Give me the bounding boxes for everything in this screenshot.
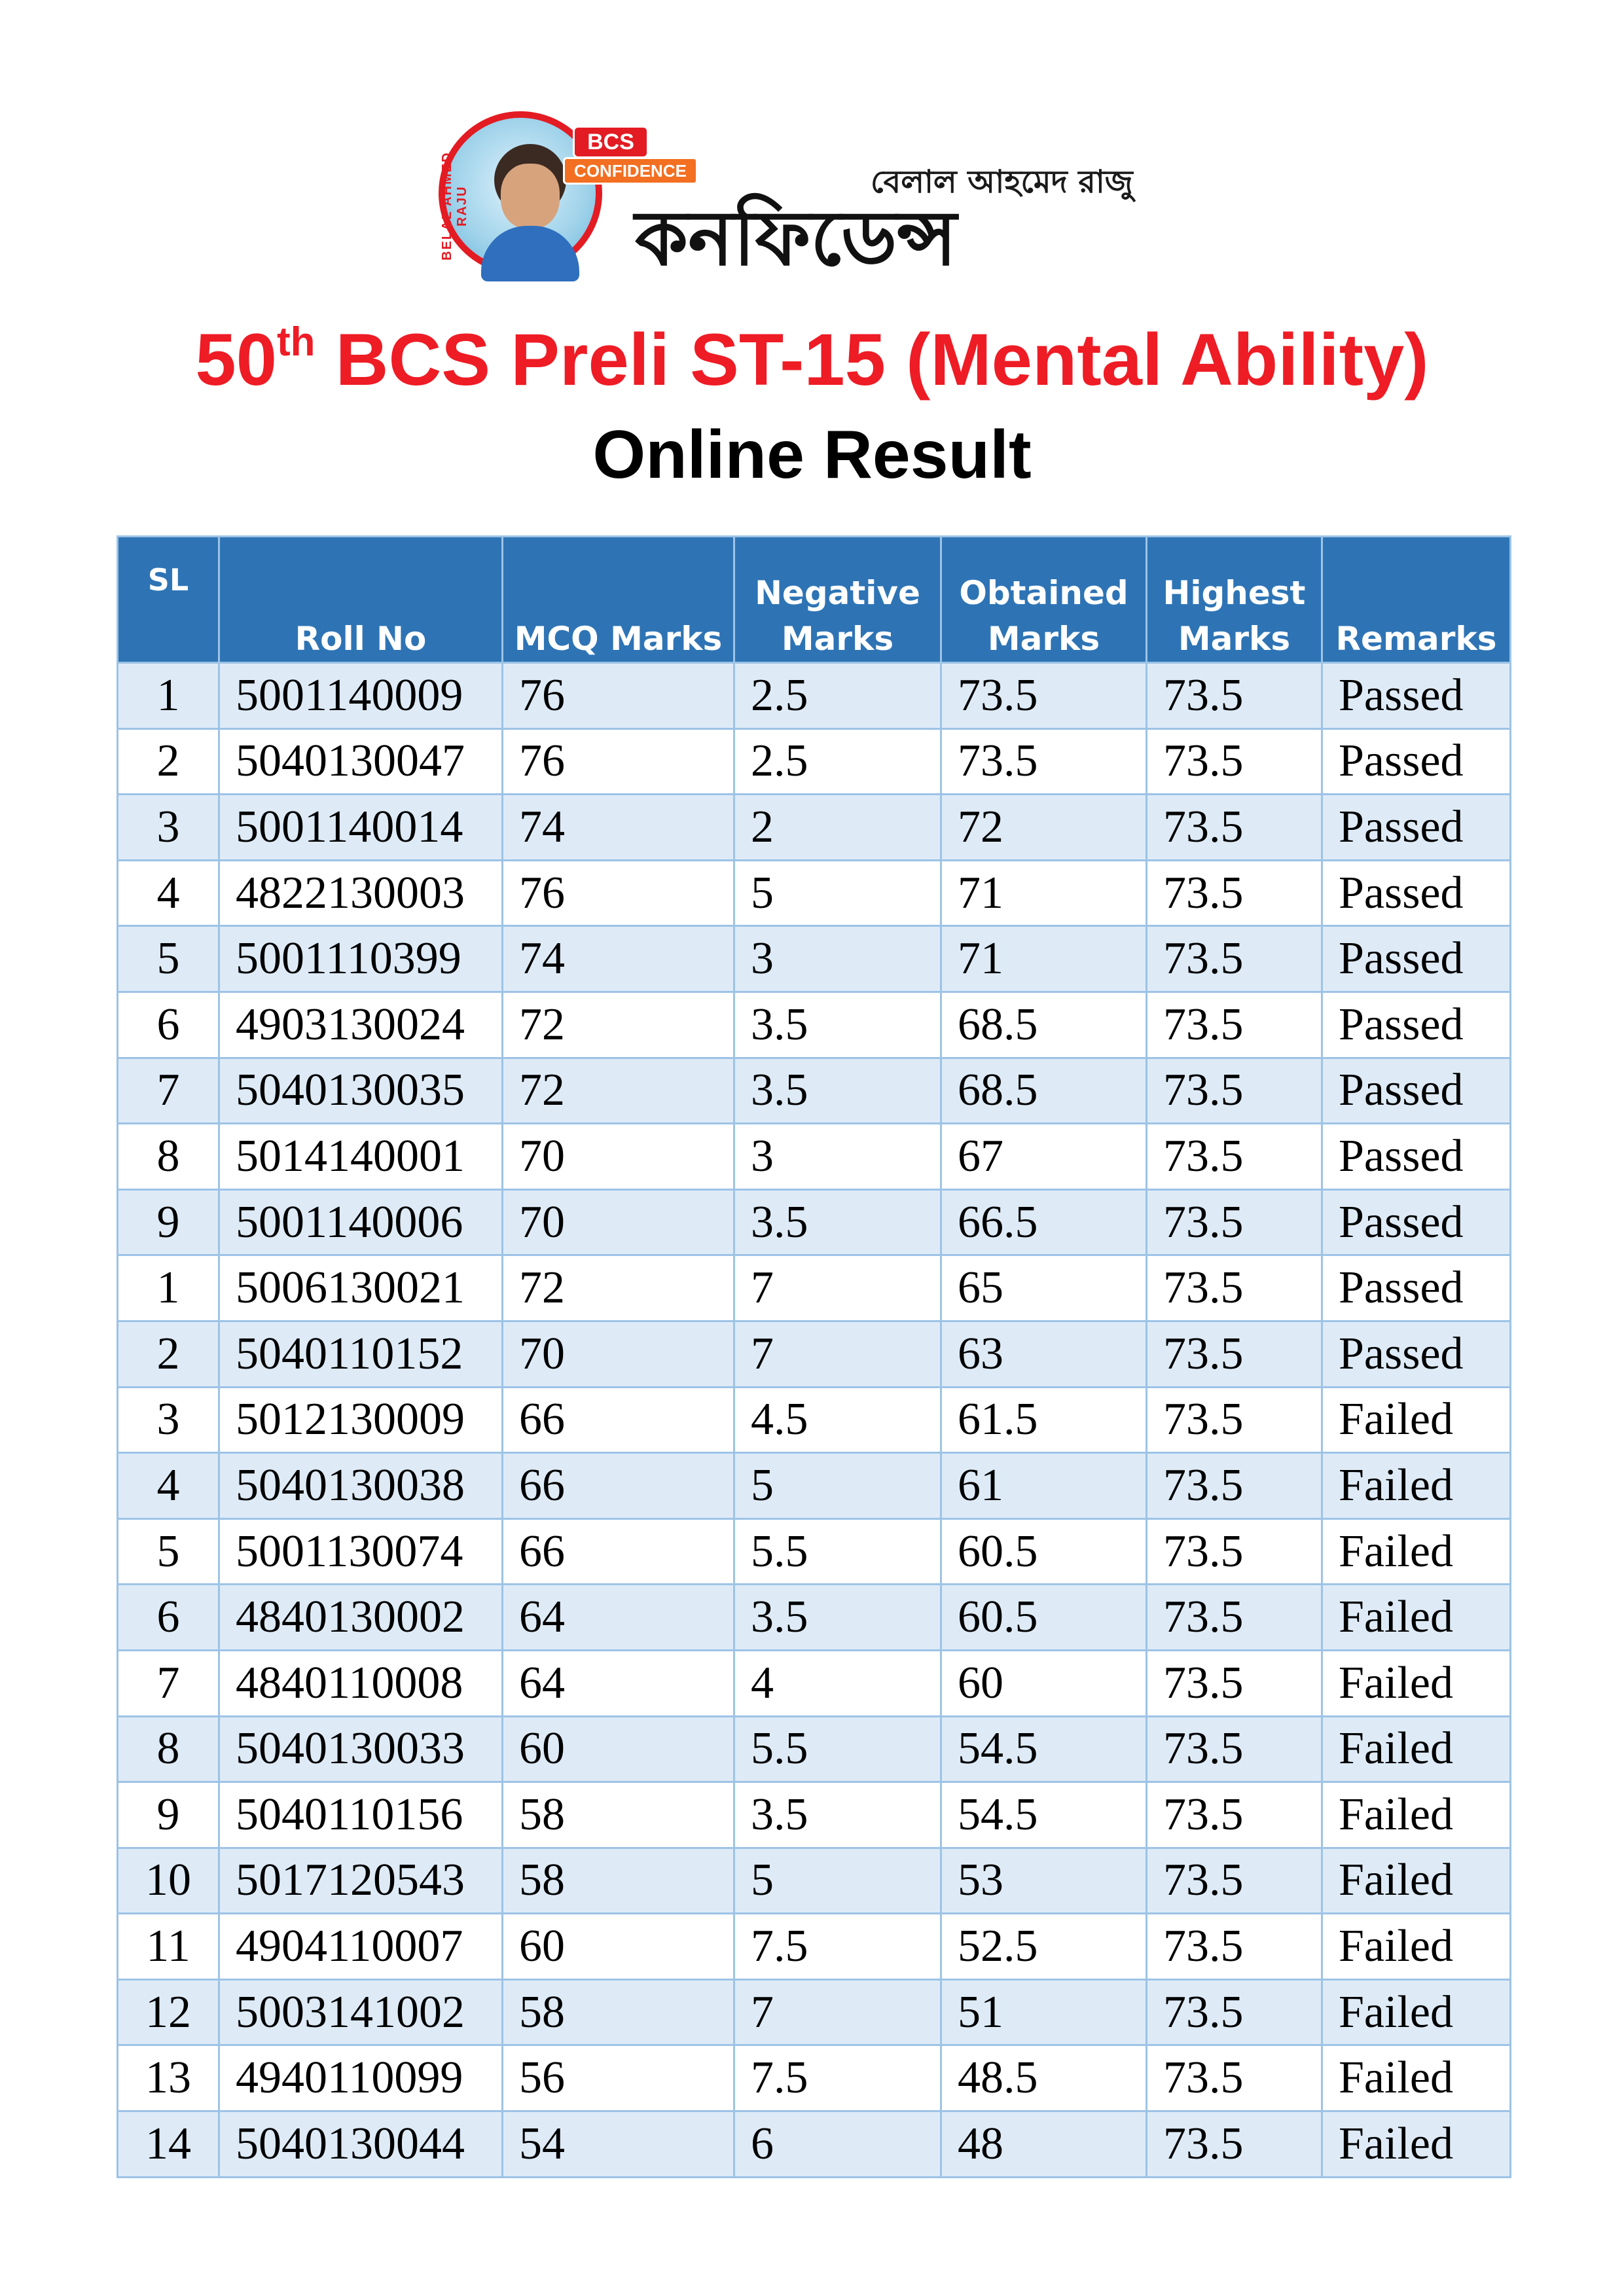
cell-mcq-marks: 56 xyxy=(503,2045,734,2111)
table-row xyxy=(118,1321,1511,1387)
cell-obtained-marks: 72 xyxy=(941,795,1147,861)
table-row xyxy=(118,926,1511,992)
cell-sl: 6 xyxy=(118,1585,219,1651)
cell-negative-marks: 2.5 xyxy=(734,728,941,795)
cell-mcq-marks: 54 xyxy=(503,2111,734,2178)
cell-negative-marks: 3.5 xyxy=(734,1585,941,1651)
cell-remarks: Passed xyxy=(1322,1321,1511,1387)
cell-roll-no: 4903130024 xyxy=(219,992,503,1058)
cell-obtained-marks: 71 xyxy=(941,926,1147,992)
cell-negative-marks: 3.5 xyxy=(734,992,941,1058)
cell-negative-marks: 4.5 xyxy=(734,1387,941,1453)
cell-remarks: Failed xyxy=(1322,1782,1511,1848)
cell-highest-marks: 73.5 xyxy=(1147,926,1322,992)
cell-roll-no: 5001110399 xyxy=(219,926,503,992)
cell-sl: 13 xyxy=(118,2045,219,2111)
cell-sl: 14 xyxy=(118,2111,219,2178)
cell-negative-marks: 5 xyxy=(734,1848,941,1914)
brand-logo xyxy=(439,105,1198,288)
cell-sl: 11 xyxy=(118,1914,219,1980)
cell-roll-no: 5040110156 xyxy=(219,1782,503,1848)
cell-sl: 9 xyxy=(118,1189,219,1255)
cell-negative-marks: 5.5 xyxy=(734,1716,941,1782)
table-row xyxy=(118,1979,1511,2045)
cell-remarks: Passed xyxy=(1322,992,1511,1058)
result-table-body xyxy=(118,663,1511,2178)
cell-mcq-marks: 58 xyxy=(503,1782,734,1848)
column-header-negative-marks: Negative Marks xyxy=(734,537,941,663)
cell-sl: 6 xyxy=(118,992,219,1058)
cell-remarks: Passed xyxy=(1322,1255,1511,1321)
cell-remarks: Failed xyxy=(1322,1585,1511,1651)
cell-roll-no: 5017120543 xyxy=(219,1848,503,1914)
cell-roll-no: 5012130009 xyxy=(219,1387,503,1453)
cell-mcq-marks: 66 xyxy=(503,1453,734,1519)
cell-remarks: Failed xyxy=(1322,1979,1511,2045)
cell-mcq-marks: 72 xyxy=(503,1058,734,1124)
cell-negative-marks: 3.5 xyxy=(734,1782,941,1848)
logo-portrait-face xyxy=(501,164,560,229)
cell-mcq-marks: 60 xyxy=(503,1914,734,1980)
cell-negative-marks: 5 xyxy=(734,860,941,926)
table-row xyxy=(118,1650,1511,1716)
cell-roll-no: 4840110008 xyxy=(219,1650,503,1716)
cell-roll-no: 5001130074 xyxy=(219,1518,503,1585)
cell-remarks: Passed xyxy=(1322,795,1511,861)
table-row xyxy=(118,1518,1511,1585)
cell-negative-marks: 3.5 xyxy=(734,1058,941,1124)
cell-obtained-marks: 60.5 xyxy=(941,1518,1147,1585)
cell-highest-marks: 73.5 xyxy=(1147,795,1322,861)
cell-negative-marks: 7 xyxy=(734,1979,941,2045)
cell-sl: 5 xyxy=(118,1518,219,1585)
cell-obtained-marks: 65 xyxy=(941,1255,1147,1321)
cell-obtained-marks: 68.5 xyxy=(941,992,1147,1058)
cell-highest-marks: 73.5 xyxy=(1147,1650,1322,1716)
cell-mcq-marks: 70 xyxy=(503,1124,734,1190)
cell-remarks: Passed xyxy=(1322,1124,1511,1190)
cell-highest-marks: 73.5 xyxy=(1147,1716,1322,1782)
cell-negative-marks: 7.5 xyxy=(734,2045,941,2111)
cell-sl: 7 xyxy=(118,1058,219,1124)
cell-remarks: Failed xyxy=(1322,1453,1511,1519)
cell-highest-marks: 73.5 xyxy=(1147,992,1322,1058)
cell-obtained-marks: 66.5 xyxy=(941,1189,1147,1255)
cell-sl: 1 xyxy=(118,663,219,729)
cell-highest-marks: 73.5 xyxy=(1147,2111,1322,2178)
cell-negative-marks: 2.5 xyxy=(734,663,941,729)
cell-roll-no: 4904110007 xyxy=(219,1914,503,1980)
cell-mcq-marks: 64 xyxy=(503,1585,734,1651)
cell-mcq-marks: 74 xyxy=(503,795,734,861)
cell-roll-no: 5040110152 xyxy=(219,1321,503,1387)
cell-remarks: Failed xyxy=(1322,1914,1511,1980)
title-rest: BCS Preli ST-15 (Mental Ability) xyxy=(315,319,1429,401)
cell-remarks: Passed xyxy=(1322,1189,1511,1255)
cell-mcq-marks: 72 xyxy=(503,1255,734,1321)
table-header-row xyxy=(118,537,1511,663)
cell-sl: 10 xyxy=(118,1848,219,1914)
cell-sl: 2 xyxy=(118,1321,219,1387)
cell-mcq-marks: 58 xyxy=(503,1979,734,2045)
cell-highest-marks: 73.5 xyxy=(1147,1979,1322,2045)
cell-obtained-marks: 73.5 xyxy=(941,728,1147,795)
cell-mcq-marks: 74 xyxy=(503,926,734,992)
cell-obtained-marks: 48 xyxy=(941,2111,1147,2178)
table-row xyxy=(118,1124,1511,1190)
table-row xyxy=(118,860,1511,926)
cell-roll-no: 5040130044 xyxy=(219,2111,503,2178)
cell-highest-marks: 73.5 xyxy=(1147,1848,1322,1914)
table-row xyxy=(118,728,1511,795)
cell-sl: 4 xyxy=(118,860,219,926)
table-row xyxy=(118,1848,1511,1914)
cell-remarks: Failed xyxy=(1322,1387,1511,1453)
cell-mcq-marks: 70 xyxy=(503,1189,734,1255)
cell-obtained-marks: 63 xyxy=(941,1321,1147,1387)
cell-remarks: Failed xyxy=(1322,2111,1511,2178)
cell-highest-marks: 73.5 xyxy=(1147,1387,1322,1453)
cell-negative-marks: 4 xyxy=(734,1650,941,1716)
table-row xyxy=(118,1189,1511,1255)
cell-obtained-marks: 71 xyxy=(941,860,1147,926)
result-table xyxy=(117,535,1511,2178)
cell-obtained-marks: 67 xyxy=(941,1124,1147,1190)
cell-roll-no: 5040130033 xyxy=(219,1716,503,1782)
cell-obtained-marks: 54.5 xyxy=(941,1782,1147,1848)
table-row xyxy=(118,1453,1511,1519)
cell-remarks: Failed xyxy=(1322,1716,1511,1782)
cell-negative-marks: 7 xyxy=(734,1255,941,1321)
table-row xyxy=(118,663,1511,729)
title-superscript: th xyxy=(276,319,316,365)
cell-sl: 3 xyxy=(118,795,219,861)
cell-sl: 9 xyxy=(118,1782,219,1848)
logo-badge-confidence: CONFIDENCE xyxy=(563,157,698,185)
cell-roll-no: 5001140006 xyxy=(219,1189,503,1255)
cell-remarks: Passed xyxy=(1322,860,1511,926)
cell-mcq-marks: 60 xyxy=(503,1716,734,1782)
cell-negative-marks: 3 xyxy=(734,926,941,992)
cell-sl: 7 xyxy=(118,1650,219,1716)
cell-remarks: Passed xyxy=(1322,663,1511,729)
logo-badge-bcs: BCS xyxy=(573,126,649,158)
column-header-roll-no: Roll No xyxy=(219,537,503,663)
table-row xyxy=(118,992,1511,1058)
cell-obtained-marks: 61 xyxy=(941,1453,1147,1519)
cell-highest-marks: 73.5 xyxy=(1147,663,1322,729)
table-row xyxy=(118,1387,1511,1453)
cell-obtained-marks: 60.5 xyxy=(941,1585,1147,1651)
cell-obtained-marks: 60 xyxy=(941,1650,1147,1716)
cell-highest-marks: 73.5 xyxy=(1147,728,1322,795)
cell-roll-no: 4840130002 xyxy=(219,1585,503,1651)
cell-sl: 3 xyxy=(118,1387,219,1453)
logo-portrait-body xyxy=(481,226,579,281)
cell-mcq-marks: 64 xyxy=(503,1650,734,1716)
cell-mcq-marks: 70 xyxy=(503,1321,734,1387)
cell-sl: 4 xyxy=(118,1453,219,1519)
page-title xyxy=(0,314,1624,406)
cell-highest-marks: 73.5 xyxy=(1147,1782,1322,1848)
table-row xyxy=(118,1058,1511,1124)
cell-obtained-marks: 73.5 xyxy=(941,663,1147,729)
cell-obtained-marks: 54.5 xyxy=(941,1716,1147,1782)
cell-obtained-marks: 61.5 xyxy=(941,1387,1147,1453)
cell-highest-marks: 73.5 xyxy=(1147,1914,1322,1980)
cell-negative-marks: 5 xyxy=(734,1453,941,1519)
cell-highest-marks: 73.5 xyxy=(1147,1321,1322,1387)
column-header-mcq-marks: MCQ Marks xyxy=(503,537,734,663)
cell-mcq-marks: 76 xyxy=(503,860,734,926)
table-row xyxy=(118,1716,1511,1782)
cell-roll-no: 5006130021 xyxy=(219,1255,503,1321)
cell-obtained-marks: 48.5 xyxy=(941,2045,1147,2111)
cell-remarks: Failed xyxy=(1322,1518,1511,1585)
table-row xyxy=(118,2045,1511,2111)
cell-obtained-marks: 52.5 xyxy=(941,1914,1147,1980)
cell-mcq-marks: 66 xyxy=(503,1518,734,1585)
cell-highest-marks: 73.5 xyxy=(1147,1189,1322,1255)
column-header-remarks: Remarks xyxy=(1322,537,1511,663)
cell-mcq-marks: 58 xyxy=(503,1848,734,1914)
cell-obtained-marks: 68.5 xyxy=(941,1058,1147,1124)
cell-sl: 8 xyxy=(118,1124,219,1190)
cell-sl: 2 xyxy=(118,728,219,795)
table-row xyxy=(118,1782,1511,1848)
cell-highest-marks: 73.5 xyxy=(1147,1124,1322,1190)
cell-sl: 1 xyxy=(118,1255,219,1321)
cell-sl: 12 xyxy=(118,1979,219,2045)
table-row xyxy=(118,795,1511,861)
cell-obtained-marks: 53 xyxy=(941,1848,1147,1914)
logo-arc-text: BELAL AHMED RAJU xyxy=(440,151,469,261)
cell-roll-no: 5040130038 xyxy=(219,1453,503,1519)
cell-mcq-marks: 72 xyxy=(503,992,734,1058)
logo-wordmark: কনফিডেন্স xyxy=(635,194,957,283)
cell-roll-no: 5003141002 xyxy=(219,1979,503,2045)
cell-roll-no: 5040130035 xyxy=(219,1058,503,1124)
cell-highest-marks: 73.5 xyxy=(1147,1518,1322,1585)
cell-negative-marks: 3 xyxy=(734,1124,941,1190)
cell-mcq-marks: 66 xyxy=(503,1387,734,1453)
cell-highest-marks: 73.5 xyxy=(1147,1058,1322,1124)
table-row xyxy=(118,1914,1511,1980)
cell-negative-marks: 5.5 xyxy=(734,1518,941,1585)
cell-roll-no: 5001140009 xyxy=(219,663,503,729)
column-header-highest-marks: Highest Marks xyxy=(1147,537,1322,663)
cell-roll-no: 5040130047 xyxy=(219,728,503,795)
title-prefix: 50 xyxy=(195,319,277,401)
cell-remarks: Failed xyxy=(1322,1848,1511,1914)
cell-remarks: Failed xyxy=(1322,1650,1511,1716)
cell-highest-marks: 73.5 xyxy=(1147,1585,1322,1651)
cell-remarks: Failed xyxy=(1322,2045,1511,2111)
cell-negative-marks: 7.5 xyxy=(734,1914,941,1980)
cell-mcq-marks: 76 xyxy=(503,663,734,729)
cell-roll-no: 4822130003 xyxy=(219,860,503,926)
cell-remarks: Passed xyxy=(1322,926,1511,992)
cell-highest-marks: 73.5 xyxy=(1147,860,1322,926)
cell-negative-marks: 3.5 xyxy=(734,1189,941,1255)
cell-roll-no: 4940110099 xyxy=(219,2045,503,2111)
cell-negative-marks: 7 xyxy=(734,1321,941,1387)
column-header-sl: SL xyxy=(118,537,219,663)
cell-remarks: Passed xyxy=(1322,728,1511,795)
cell-highest-marks: 73.5 xyxy=(1147,1453,1322,1519)
table-row xyxy=(118,1255,1511,1321)
cell-mcq-marks: 76 xyxy=(503,728,734,795)
cell-negative-marks: 2 xyxy=(734,795,941,861)
column-header-obtained-marks: Obtained Marks xyxy=(941,537,1147,663)
cell-negative-marks: 6 xyxy=(734,2111,941,2178)
page-subtitle: Online Result xyxy=(592,417,1032,493)
cell-highest-marks: 73.5 xyxy=(1147,1255,1322,1321)
cell-remarks: Passed xyxy=(1322,1058,1511,1124)
cell-roll-no: 5001140014 xyxy=(219,795,503,861)
cell-sl: 8 xyxy=(118,1716,219,1782)
cell-obtained-marks: 51 xyxy=(941,1979,1147,2045)
cell-highest-marks: 73.5 xyxy=(1147,2045,1322,2111)
table-row xyxy=(118,1585,1511,1651)
table-row xyxy=(118,2111,1511,2178)
logo-subtitle: বেলাল আহমেদ রাজু xyxy=(871,164,1133,200)
cell-sl: 5 xyxy=(118,926,219,992)
cell-roll-no: 5014140001 xyxy=(219,1124,503,1190)
